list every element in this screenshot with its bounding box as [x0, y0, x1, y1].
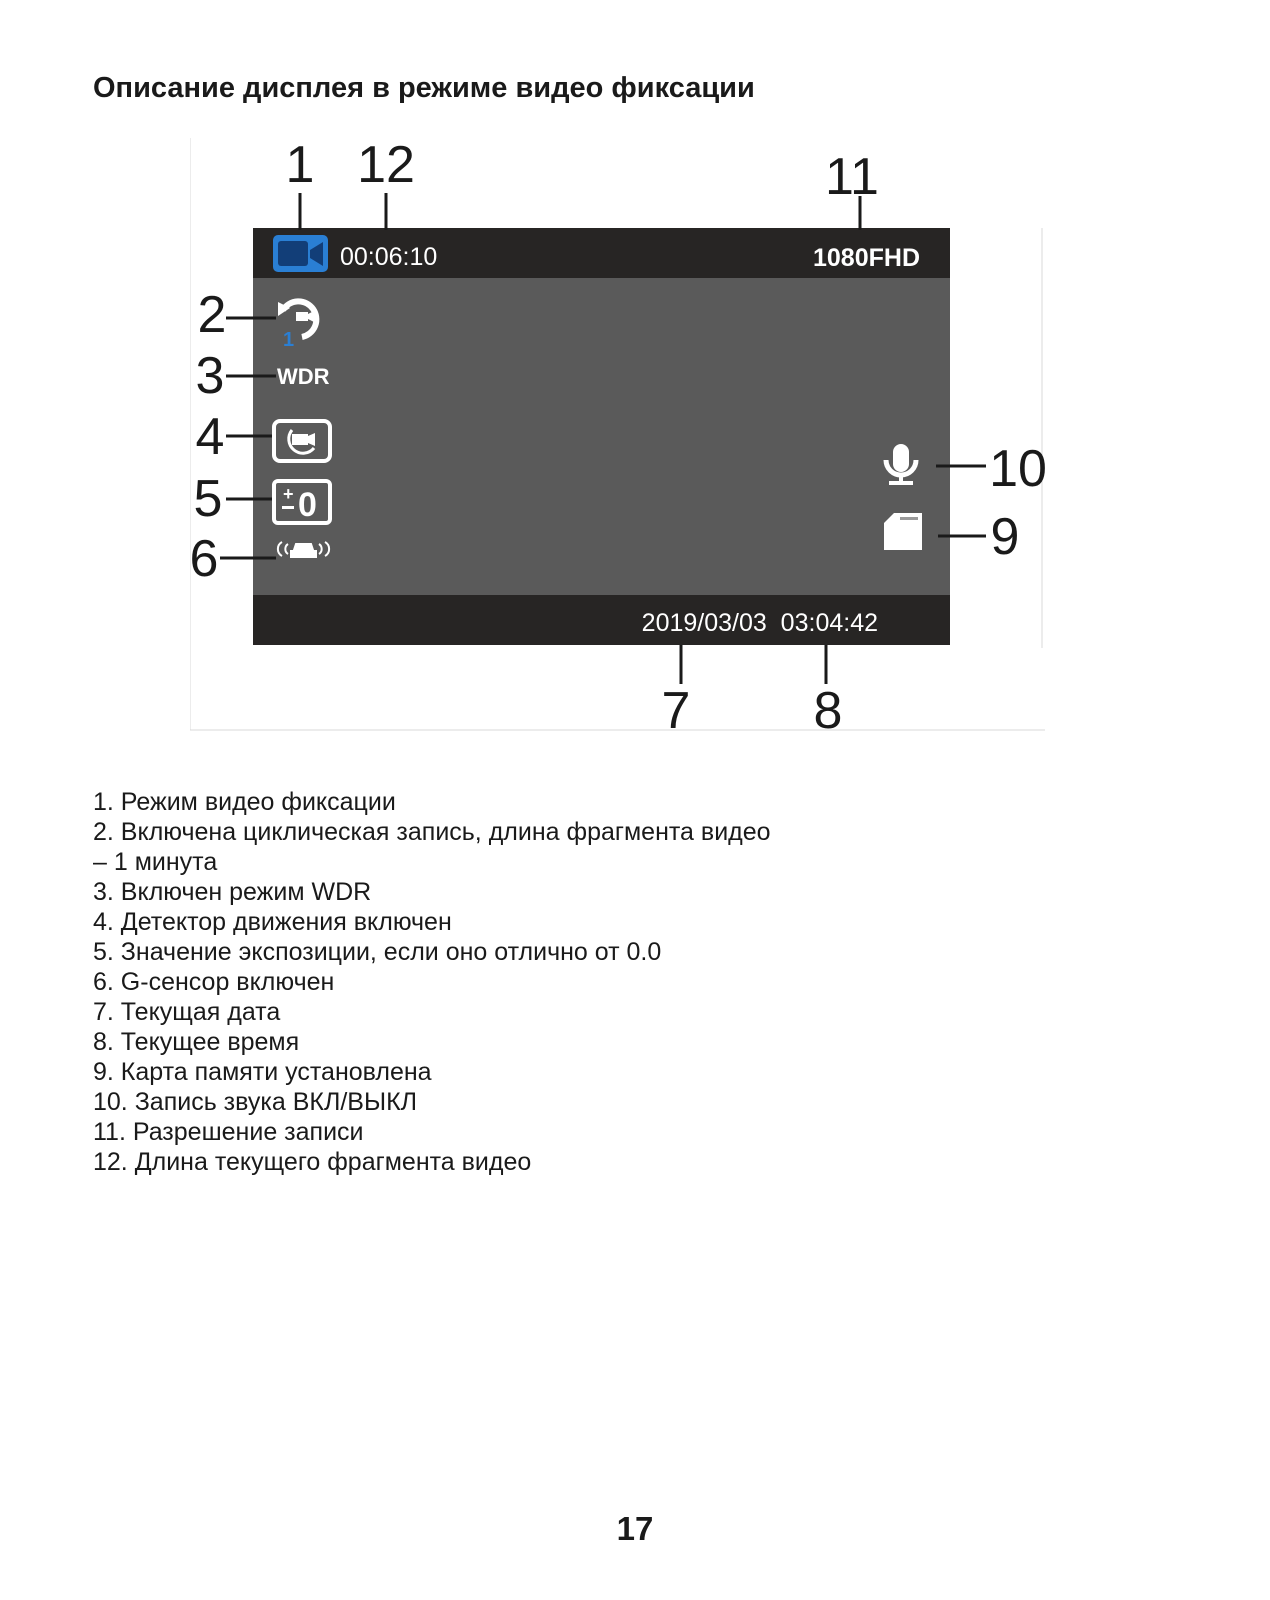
callout-11: 11	[825, 148, 879, 206]
callout-7: 7	[661, 682, 691, 740]
callout-1: 1	[285, 138, 315, 194]
sd-card-icon	[884, 513, 922, 550]
legend-list	[93, 787, 771, 1177]
datetime-label: 2019/03/03 03:04:42	[641, 609, 878, 637]
callout-9: 9	[990, 508, 1020, 566]
resolution-label: 1080FHD	[813, 244, 920, 272]
legend-item: 7. Текущая дата	[93, 998, 281, 1026]
legend-item: 10. Запись звука ВКЛ/ВЫКЛ	[93, 1088, 418, 1116]
callout-10: 10	[989, 440, 1047, 498]
video-camera-icon	[273, 235, 328, 272]
elapsed-time: 00:06:10	[340, 243, 438, 271]
legend-item: 5. Значение экспозиции, если оно отлично от 0.0	[93, 938, 662, 966]
callout-4: 4	[195, 408, 225, 466]
callout-3: 3	[195, 347, 225, 405]
legend-item: 4. Детектор движения включен	[93, 908, 452, 936]
callout-8: 8	[813, 682, 843, 740]
page-title: Описание дисплея в режиме видео фиксации	[93, 72, 755, 104]
callout-2: 2	[197, 286, 227, 344]
exposure-value: 0	[298, 486, 317, 524]
screen-area	[253, 228, 950, 645]
callout-5: 5	[193, 470, 223, 528]
page-number: 17	[616, 1510, 654, 1547]
legend-item: 12. Длина текущего фрагмента видео	[93, 1148, 532, 1176]
legend-item: 6. G-сенсор включен	[93, 968, 335, 996]
loop-minutes: 1	[283, 329, 295, 351]
callout-12: 12	[357, 138, 415, 194]
legend-item: 1. Режим видео фиксации	[93, 788, 396, 816]
legend-item: 2. Включена циклическая запись, длина фрагмента видео	[93, 818, 771, 846]
legend-item: 3. Включен режим WDR	[93, 878, 372, 906]
legend-item: 9. Карта памяти установлена	[93, 1058, 432, 1086]
wdr-label: WDR	[277, 364, 330, 389]
display-diagram	[190, 138, 1065, 748]
svg-text:+: +	[283, 484, 294, 504]
legend-item: – 1 минута	[93, 848, 218, 876]
legend-item: 8. Текущее время	[93, 1028, 300, 1056]
callout-6: 6	[190, 530, 219, 588]
legend-item: 11. Разрешение записи	[93, 1118, 364, 1146]
